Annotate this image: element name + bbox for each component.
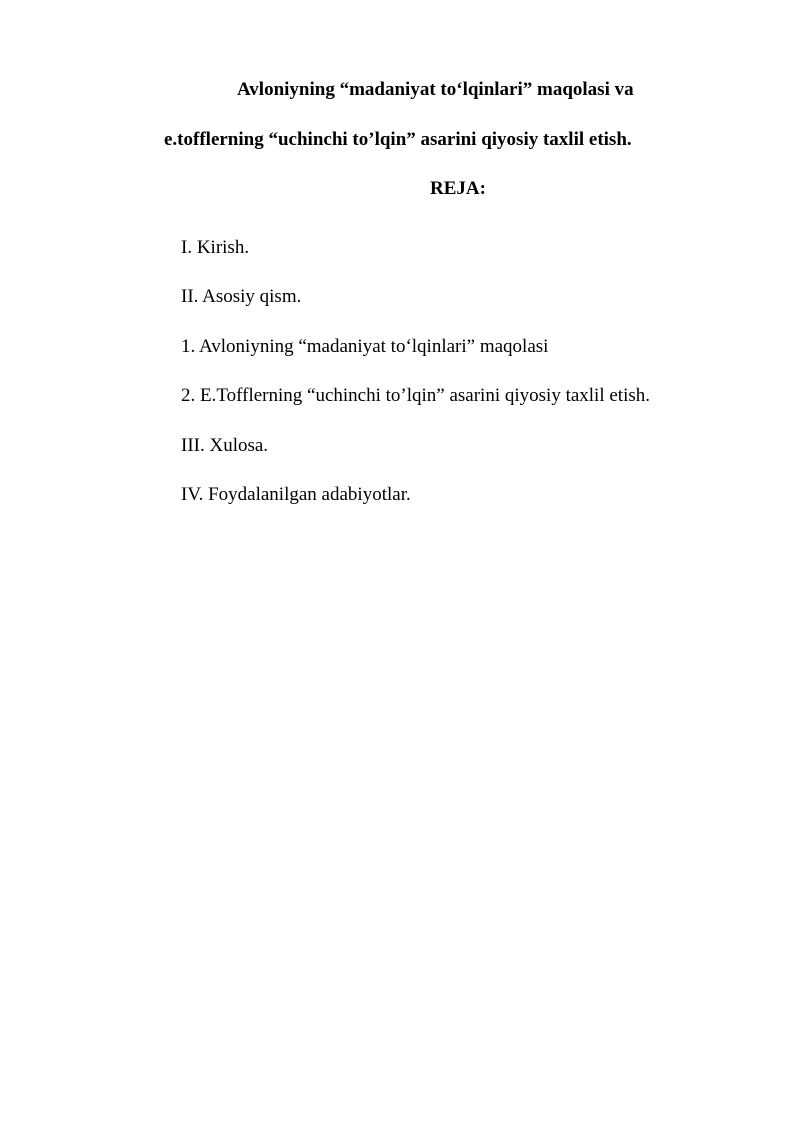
title-line-2: e.tofflerning “uchinchi to’lqin” asarini qiyosiy taxlil etish. [164,129,632,150]
plan-item-toffler-comparison: 2. E.Tofflerning “uchinchi to’lqin” asarini qiyosiy taxlil etish. [181,385,650,407]
plan-item-conclusion: III. Xulosa. [181,434,269,456]
plan-list [181,238,650,534]
title-line-1: Avloniyning “madaniyat to‘lqinlari” maqolasi va [237,79,634,100]
plan-item-intro: I. Kirish. [181,237,250,258]
plan-heading: REJA: [430,178,486,199]
plan-item-references: IV. Foydalanilgan adabiyotlar. [181,483,411,505]
plan-item-avloniy-article: 1. Avloniyning “madaniyat to‘lqinlari” maqolasi [181,335,549,357]
plan-item-main-part: II. Asosiy qism. [181,286,302,308]
